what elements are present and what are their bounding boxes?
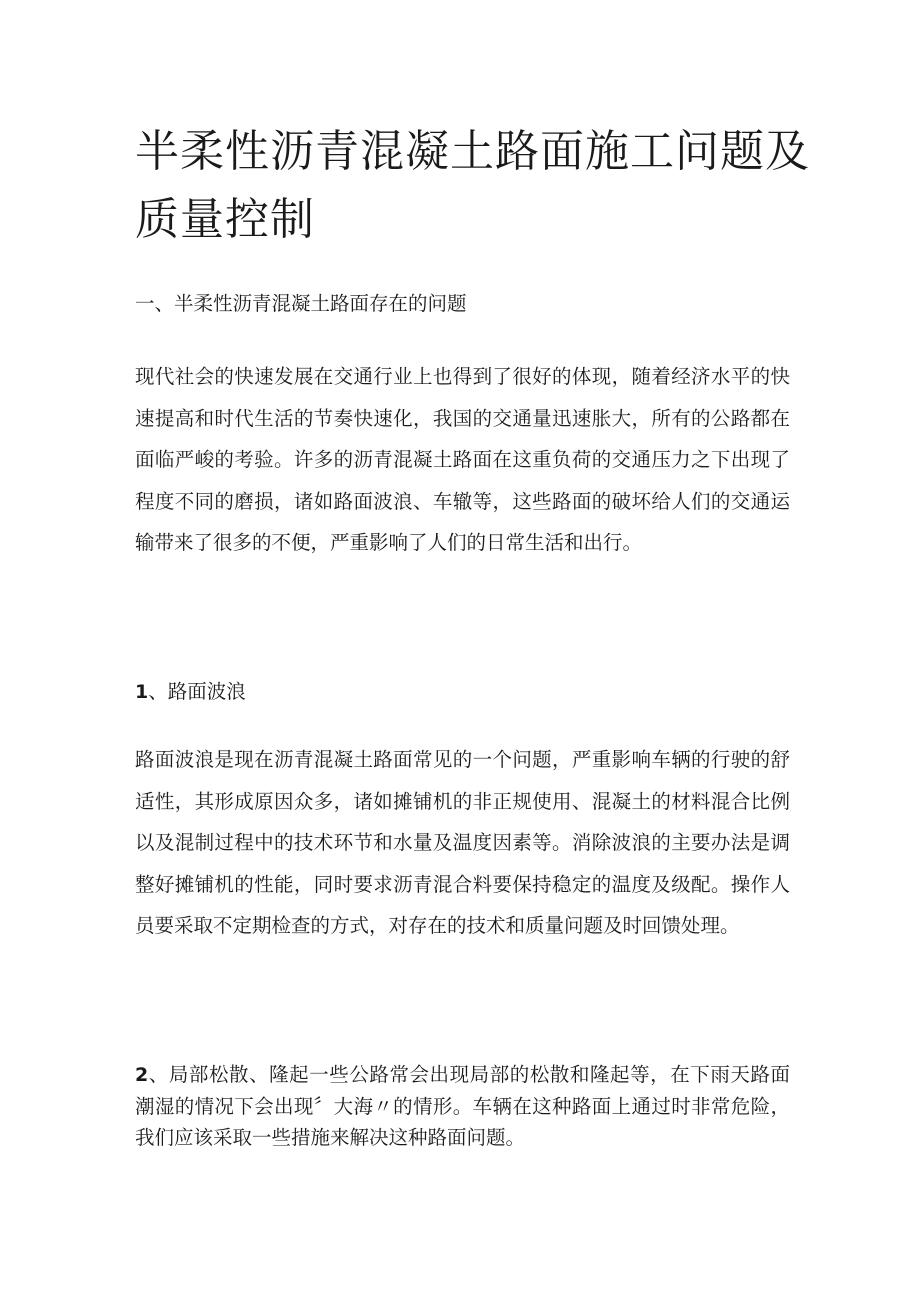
item-2-number: 2 [135, 1064, 149, 1086]
item-1-title: 、路面波浪 [148, 680, 246, 703]
item-1-paragraph: 路面波浪是现在沥青混凝土路面常见的一个问题，严重影响车辆的行驶的舒适性，其形成原因众多，诸如摊铺机的非正规使用、混凝土的材料混合比例以及混制过程中的技术环节和水量及温度因素等。消除波浪的主要办法是调整好摊铺机的性能，同时要求沥青混合料要保持稳定的温度及级配。操作人员要采取不定期检查的方式，对存在的技术和质量问题及时回馈处理。 [135, 748, 790, 937]
item-1-heading [135, 678, 790, 706]
item-2-paragraph [135, 1059, 790, 1153]
item-2-text: 、局部松散、隆起一些公路常会出现局部的松散和隆起等，在下雨天路面潮湿的情况下会出现〞大海〃的情形。车辆在这种路面上通过时非常危险，我们应该采取一些措施来解决这种路面问题。 [135, 1063, 790, 1149]
item-1-number: 1 [135, 681, 149, 703]
section-heading: 一、半柔性沥青混凝土路面存在的问题 [135, 292, 467, 315]
intro-paragraph: 现代社会的快速发展在交通行业上也得到了很好的体现，随着经济水平的快速提高和时代生活的节奏快速化，我国的交通量迅速胀大，所有的公路都在面临严峻的考验。许多的沥青混凝土路面在这重负荷的交通压力之下出现了程度不同的磨损，诸如路面波浪、车辙等，这些路面的破坏给人们的交通运输带来了很多的不便，严重影响了人们的日常生活和出行。 [135, 365, 790, 554]
document-title: 半柔性沥青混凝土路面施工问题及质量控制 [135, 126, 810, 245]
